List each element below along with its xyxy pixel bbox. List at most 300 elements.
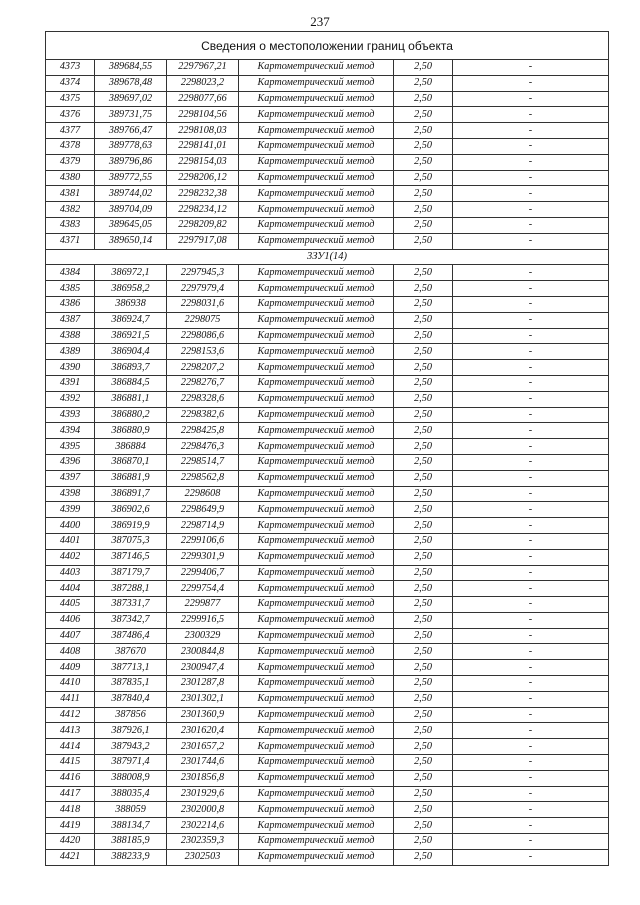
x-coordinate-cell: 387670 (95, 644, 167, 660)
note-cell: - (453, 454, 609, 470)
point-number-cell: 4380 (46, 170, 95, 186)
y-coordinate-cell: 2301657,2 (167, 739, 239, 755)
x-coordinate-cell: 386924,7 (95, 312, 167, 328)
point-number-cell: 4381 (46, 186, 95, 202)
note-cell: - (453, 770, 609, 786)
x-coordinate-cell: 388035,4 (95, 786, 167, 802)
point-number-cell: 4400 (46, 518, 95, 534)
note-cell: - (453, 407, 609, 423)
y-coordinate-cell: 2302503 (167, 849, 239, 865)
table-row (46, 707, 609, 723)
x-coordinate-cell: 386921,5 (95, 328, 167, 344)
point-number-cell: 4415 (46, 755, 95, 771)
x-coordinate-cell: 386870,1 (95, 454, 167, 470)
table-row (46, 533, 609, 549)
y-coordinate-cell: 2299301,9 (167, 549, 239, 565)
table-title: Сведения о местоположении границ объекта (45, 31, 609, 59)
group-1-rows (46, 60, 609, 250)
section-row-group (46, 249, 609, 265)
precision-cell: 2,50 (394, 60, 453, 76)
x-coordinate-cell: 386884 (95, 439, 167, 455)
precision-cell: 2,50 (394, 265, 453, 281)
y-coordinate-cell: 2297979,4 (167, 281, 239, 297)
precision-cell: 2,50 (394, 755, 453, 771)
method-cell: Картометрический метод (239, 818, 394, 834)
method-cell: Картометрический метод (239, 549, 394, 565)
note-cell: - (453, 533, 609, 549)
x-coordinate-cell: 386958,2 (95, 281, 167, 297)
precision-cell: 2,50 (394, 312, 453, 328)
method-cell: Картометрический метод (239, 123, 394, 139)
point-number-cell: 4371 (46, 233, 95, 249)
note-cell: - (453, 849, 609, 865)
point-number-cell: 4392 (46, 391, 95, 407)
method-cell: Картометрический метод (239, 217, 394, 233)
y-coordinate-cell: 2300947,4 (167, 660, 239, 676)
precision-cell: 2,50 (394, 533, 453, 549)
table-row (46, 786, 609, 802)
x-coordinate-cell: 387146,5 (95, 549, 167, 565)
precision-cell: 2,50 (394, 660, 453, 676)
table-row (46, 723, 609, 739)
y-coordinate-cell: 2298077,66 (167, 91, 239, 107)
method-cell: Картометрический метод (239, 612, 394, 628)
x-coordinate-cell: 389778,63 (95, 138, 167, 154)
table-row (46, 423, 609, 439)
table-row (46, 75, 609, 91)
point-number-cell: 4407 (46, 628, 95, 644)
point-number-cell: 4390 (46, 360, 95, 376)
point-number-cell: 4387 (46, 312, 95, 328)
point-number-cell: 4383 (46, 217, 95, 233)
x-coordinate-cell: 388059 (95, 802, 167, 818)
table-row (46, 312, 609, 328)
x-coordinate-cell: 386880,9 (95, 423, 167, 439)
note-cell: - (453, 834, 609, 850)
table-row (46, 233, 609, 249)
y-coordinate-cell: 2298075 (167, 312, 239, 328)
table-row (46, 344, 609, 360)
point-number-cell: 4395 (46, 439, 95, 455)
x-coordinate-cell: 386919,9 (95, 518, 167, 534)
x-coordinate-cell: 389704,09 (95, 202, 167, 218)
precision-cell: 2,50 (394, 834, 453, 850)
y-coordinate-cell: 2298714,9 (167, 518, 239, 534)
precision-cell: 2,50 (394, 502, 453, 518)
y-coordinate-cell: 2297967,21 (167, 60, 239, 76)
y-coordinate-cell: 2298425,8 (167, 423, 239, 439)
note-cell: - (453, 360, 609, 376)
y-coordinate-cell: 2301856,8 (167, 770, 239, 786)
x-coordinate-cell: 387342,7 (95, 612, 167, 628)
precision-cell: 2,50 (394, 802, 453, 818)
y-coordinate-cell: 2298514,7 (167, 454, 239, 470)
note-cell: - (453, 691, 609, 707)
precision-cell: 2,50 (394, 391, 453, 407)
note-cell: - (453, 707, 609, 723)
point-number-cell: 4404 (46, 581, 95, 597)
note-cell: - (453, 439, 609, 455)
x-coordinate-cell: 388233,9 (95, 849, 167, 865)
y-coordinate-cell: 2298108,03 (167, 123, 239, 139)
point-number-cell: 4419 (46, 818, 95, 834)
point-number-cell: 4382 (46, 202, 95, 218)
note-cell: - (453, 344, 609, 360)
x-coordinate-cell: 387713,1 (95, 660, 167, 676)
x-coordinate-cell: 388008,9 (95, 770, 167, 786)
note-cell: - (453, 312, 609, 328)
point-number-cell: 4389 (46, 344, 95, 360)
y-coordinate-cell: 2298086,6 (167, 328, 239, 344)
point-number-cell: 4388 (46, 328, 95, 344)
method-cell: Картометрический метод (239, 628, 394, 644)
note-cell: - (453, 644, 609, 660)
method-cell: Картометрический метод (239, 186, 394, 202)
note-cell: - (453, 549, 609, 565)
precision-cell: 2,50 (394, 454, 453, 470)
point-number-cell: 4417 (46, 786, 95, 802)
note-cell: - (453, 375, 609, 391)
y-coordinate-cell: 2298206,12 (167, 170, 239, 186)
point-number-cell: 4384 (46, 265, 95, 281)
point-number-cell: 4391 (46, 375, 95, 391)
x-coordinate-cell: 389678,48 (95, 75, 167, 91)
method-cell: Картометрический метод (239, 312, 394, 328)
method-cell: Картометрический метод (239, 439, 394, 455)
note-cell: - (453, 265, 609, 281)
y-coordinate-cell: 2302359,3 (167, 834, 239, 850)
precision-cell: 2,50 (394, 707, 453, 723)
method-cell: Картометрический метод (239, 360, 394, 376)
precision-cell: 2,50 (394, 786, 453, 802)
x-coordinate-cell: 386884,5 (95, 375, 167, 391)
table-row (46, 770, 609, 786)
method-cell: Картометрический метод (239, 707, 394, 723)
x-coordinate-cell: 386891,7 (95, 486, 167, 502)
note-cell: - (453, 518, 609, 534)
note-cell: - (453, 660, 609, 676)
method-cell: Картометрический метод (239, 281, 394, 297)
table-row (46, 581, 609, 597)
precision-cell: 2,50 (394, 281, 453, 297)
note-cell: - (453, 502, 609, 518)
table-row (46, 217, 609, 233)
y-coordinate-cell: 2301360,9 (167, 707, 239, 723)
table-row (46, 818, 609, 834)
table-row (46, 391, 609, 407)
method-cell: Картометрический метод (239, 265, 394, 281)
y-coordinate-cell: 2298328,6 (167, 391, 239, 407)
note-cell: - (453, 391, 609, 407)
point-number-cell: 4386 (46, 296, 95, 312)
precision-cell: 2,50 (394, 691, 453, 707)
table-row (46, 186, 609, 202)
point-number-cell: 4394 (46, 423, 95, 439)
point-number-cell: 4399 (46, 502, 95, 518)
point-number-cell: 4413 (46, 723, 95, 739)
y-coordinate-cell: 2298023,2 (167, 75, 239, 91)
precision-cell: 2,50 (394, 360, 453, 376)
point-number-cell: 4377 (46, 123, 95, 139)
table-row (46, 170, 609, 186)
precision-cell: 2,50 (394, 407, 453, 423)
point-number-cell: 4402 (46, 549, 95, 565)
x-coordinate-cell: 387486,4 (95, 628, 167, 644)
x-coordinate-cell: 386881,1 (95, 391, 167, 407)
point-number-cell: 4408 (46, 644, 95, 660)
x-coordinate-cell: 388185,9 (95, 834, 167, 850)
method-cell: Картометрический метод (239, 723, 394, 739)
x-coordinate-cell: 386972,1 (95, 265, 167, 281)
table-row (46, 549, 609, 565)
y-coordinate-cell: 2298649,9 (167, 502, 239, 518)
y-coordinate-cell: 2298141,01 (167, 138, 239, 154)
y-coordinate-cell: 2297917,08 (167, 233, 239, 249)
note-cell: - (453, 676, 609, 692)
y-coordinate-cell: 2298562,8 (167, 470, 239, 486)
precision-cell: 2,50 (394, 597, 453, 613)
point-number-cell: 4373 (46, 60, 95, 76)
precision-cell: 2,50 (394, 739, 453, 755)
note-cell: - (453, 628, 609, 644)
table-row (46, 628, 609, 644)
point-number-cell: 4379 (46, 154, 95, 170)
x-coordinate-cell: 387331,7 (95, 597, 167, 613)
point-number-cell: 4414 (46, 739, 95, 755)
y-coordinate-cell: 2298209,82 (167, 217, 239, 233)
precision-cell: 2,50 (394, 470, 453, 486)
note-cell: - (453, 612, 609, 628)
table-row (46, 360, 609, 376)
table-row (46, 328, 609, 344)
note-cell: - (453, 565, 609, 581)
x-coordinate-cell: 389697,02 (95, 91, 167, 107)
y-coordinate-cell: 2302000,8 (167, 802, 239, 818)
x-coordinate-cell: 389796,86 (95, 154, 167, 170)
precision-cell: 2,50 (394, 628, 453, 644)
point-number-cell: 4374 (46, 75, 95, 91)
precision-cell: 2,50 (394, 186, 453, 202)
note-cell: - (453, 154, 609, 170)
method-cell: Картометрический метод (239, 202, 394, 218)
precision-cell: 2,50 (394, 91, 453, 107)
method-cell: Картометрический метод (239, 107, 394, 123)
y-coordinate-cell: 2299877 (167, 597, 239, 613)
precision-cell: 2,50 (394, 107, 453, 123)
method-cell: Картометрический метод (239, 770, 394, 786)
point-number-cell: 4410 (46, 676, 95, 692)
x-coordinate-cell: 389744,02 (95, 186, 167, 202)
y-coordinate-cell: 2302214,6 (167, 818, 239, 834)
table-row (46, 281, 609, 297)
note-cell: - (453, 423, 609, 439)
table-row (46, 849, 609, 865)
method-cell: Картометрический метод (239, 407, 394, 423)
method-cell: Картометрический метод (239, 755, 394, 771)
y-coordinate-cell: 2301620,4 (167, 723, 239, 739)
x-coordinate-cell: 386880,2 (95, 407, 167, 423)
method-cell: Картометрический метод (239, 518, 394, 534)
note-cell: - (453, 217, 609, 233)
y-coordinate-cell: 2298608 (167, 486, 239, 502)
group-2-rows (46, 265, 609, 865)
table-row (46, 502, 609, 518)
method-cell: Картометрический метод (239, 60, 394, 76)
x-coordinate-cell: 387856 (95, 707, 167, 723)
x-coordinate-cell: 389650,14 (95, 233, 167, 249)
method-cell: Картометрический метод (239, 344, 394, 360)
note-cell: - (453, 328, 609, 344)
y-coordinate-cell: 2298476,3 (167, 439, 239, 455)
y-coordinate-cell: 2299106,6 (167, 533, 239, 549)
method-cell: Картометрический метод (239, 834, 394, 850)
precision-cell: 2,50 (394, 770, 453, 786)
x-coordinate-cell: 389684,55 (95, 60, 167, 76)
precision-cell: 2,50 (394, 154, 453, 170)
table-row (46, 375, 609, 391)
method-cell: Картометрический метод (239, 581, 394, 597)
x-coordinate-cell: 387075,3 (95, 533, 167, 549)
y-coordinate-cell: 2297945,3 (167, 265, 239, 281)
x-coordinate-cell: 387179,7 (95, 565, 167, 581)
precision-cell: 2,50 (394, 723, 453, 739)
x-coordinate-cell: 387943,2 (95, 739, 167, 755)
section-label: 3ЗУ1(14) (46, 249, 609, 265)
x-coordinate-cell: 387835,1 (95, 676, 167, 692)
note-cell: - (453, 170, 609, 186)
note-cell: - (453, 75, 609, 91)
precision-cell: 2,50 (394, 849, 453, 865)
table-row (46, 296, 609, 312)
note-cell: - (453, 107, 609, 123)
precision-cell: 2,50 (394, 75, 453, 91)
point-number-cell: 4416 (46, 770, 95, 786)
method-cell: Картометрический метод (239, 454, 394, 470)
x-coordinate-cell: 387840,4 (95, 691, 167, 707)
x-coordinate-cell: 386893,7 (95, 360, 167, 376)
method-cell: Картометрический метод (239, 486, 394, 502)
precision-cell: 2,50 (394, 217, 453, 233)
point-number-cell: 4378 (46, 138, 95, 154)
note-cell: - (453, 486, 609, 502)
y-coordinate-cell: 2298154,03 (167, 154, 239, 170)
table-row (46, 454, 609, 470)
precision-cell: 2,50 (394, 138, 453, 154)
method-cell: Картометрический метод (239, 533, 394, 549)
note-cell: - (453, 755, 609, 771)
precision-cell: 2,50 (394, 565, 453, 581)
point-number-cell: 4421 (46, 849, 95, 865)
note-cell: - (453, 723, 609, 739)
y-coordinate-cell: 2301744,6 (167, 755, 239, 771)
method-cell: Картометрический метод (239, 170, 394, 186)
note-cell: - (453, 581, 609, 597)
table-row (46, 265, 609, 281)
point-number-cell: 4406 (46, 612, 95, 628)
table-row (46, 91, 609, 107)
point-number-cell: 4398 (46, 486, 95, 502)
table-row (46, 597, 609, 613)
x-coordinate-cell: 387926,1 (95, 723, 167, 739)
point-number-cell: 4376 (46, 107, 95, 123)
method-cell: Картометрический метод (239, 644, 394, 660)
precision-cell: 2,50 (394, 549, 453, 565)
x-coordinate-cell: 386938 (95, 296, 167, 312)
x-coordinate-cell: 389766,47 (95, 123, 167, 139)
precision-cell: 2,50 (394, 581, 453, 597)
x-coordinate-cell: 387971,4 (95, 755, 167, 771)
x-coordinate-cell: 389645,05 (95, 217, 167, 233)
point-number-cell: 4401 (46, 533, 95, 549)
precision-cell: 2,50 (394, 123, 453, 139)
table-row (46, 470, 609, 486)
x-coordinate-cell: 386904,4 (95, 344, 167, 360)
note-cell: - (453, 597, 609, 613)
x-coordinate-cell: 389731,75 (95, 107, 167, 123)
method-cell: Картометрический метод (239, 328, 394, 344)
table-row (46, 107, 609, 123)
coordinates-table (45, 59, 609, 866)
method-cell: Картометрический метод (239, 233, 394, 249)
table-row (46, 154, 609, 170)
method-cell: Картометрический метод (239, 597, 394, 613)
table-row (46, 755, 609, 771)
x-coordinate-cell: 386881,9 (95, 470, 167, 486)
y-coordinate-cell: 2298382,6 (167, 407, 239, 423)
point-number-cell: 4375 (46, 91, 95, 107)
y-coordinate-cell: 2300329 (167, 628, 239, 644)
y-coordinate-cell: 2298031,6 (167, 296, 239, 312)
precision-cell: 2,50 (394, 170, 453, 186)
point-number-cell: 4396 (46, 454, 95, 470)
method-cell: Картометрический метод (239, 786, 394, 802)
table-row (46, 486, 609, 502)
method-cell: Картометрический метод (239, 691, 394, 707)
note-cell: - (453, 739, 609, 755)
point-number-cell: 4405 (46, 597, 95, 613)
y-coordinate-cell: 2299754,4 (167, 581, 239, 597)
table-row (46, 660, 609, 676)
precision-cell: 2,50 (394, 486, 453, 502)
y-coordinate-cell: 2298104,56 (167, 107, 239, 123)
point-number-cell: 4403 (46, 565, 95, 581)
method-cell: Картометрический метод (239, 75, 394, 91)
x-coordinate-cell: 389772,55 (95, 170, 167, 186)
note-cell: - (453, 91, 609, 107)
y-coordinate-cell: 2301302,1 (167, 691, 239, 707)
table-row (46, 123, 609, 139)
precision-cell: 2,50 (394, 423, 453, 439)
table-row (46, 439, 609, 455)
note-cell: - (453, 60, 609, 76)
table-row (46, 691, 609, 707)
table-row (46, 138, 609, 154)
y-coordinate-cell: 2298207,2 (167, 360, 239, 376)
note-cell: - (453, 138, 609, 154)
point-number-cell: 4418 (46, 802, 95, 818)
point-number-cell: 4420 (46, 834, 95, 850)
table-row (46, 644, 609, 660)
table-row (46, 676, 609, 692)
precision-cell: 2,50 (394, 328, 453, 344)
y-coordinate-cell: 2299916,5 (167, 612, 239, 628)
method-cell: Картометрический метод (239, 138, 394, 154)
note-cell: - (453, 123, 609, 139)
precision-cell: 2,50 (394, 375, 453, 391)
note-cell: - (453, 802, 609, 818)
y-coordinate-cell: 2298232,38 (167, 186, 239, 202)
method-cell: Картометрический метод (239, 91, 394, 107)
